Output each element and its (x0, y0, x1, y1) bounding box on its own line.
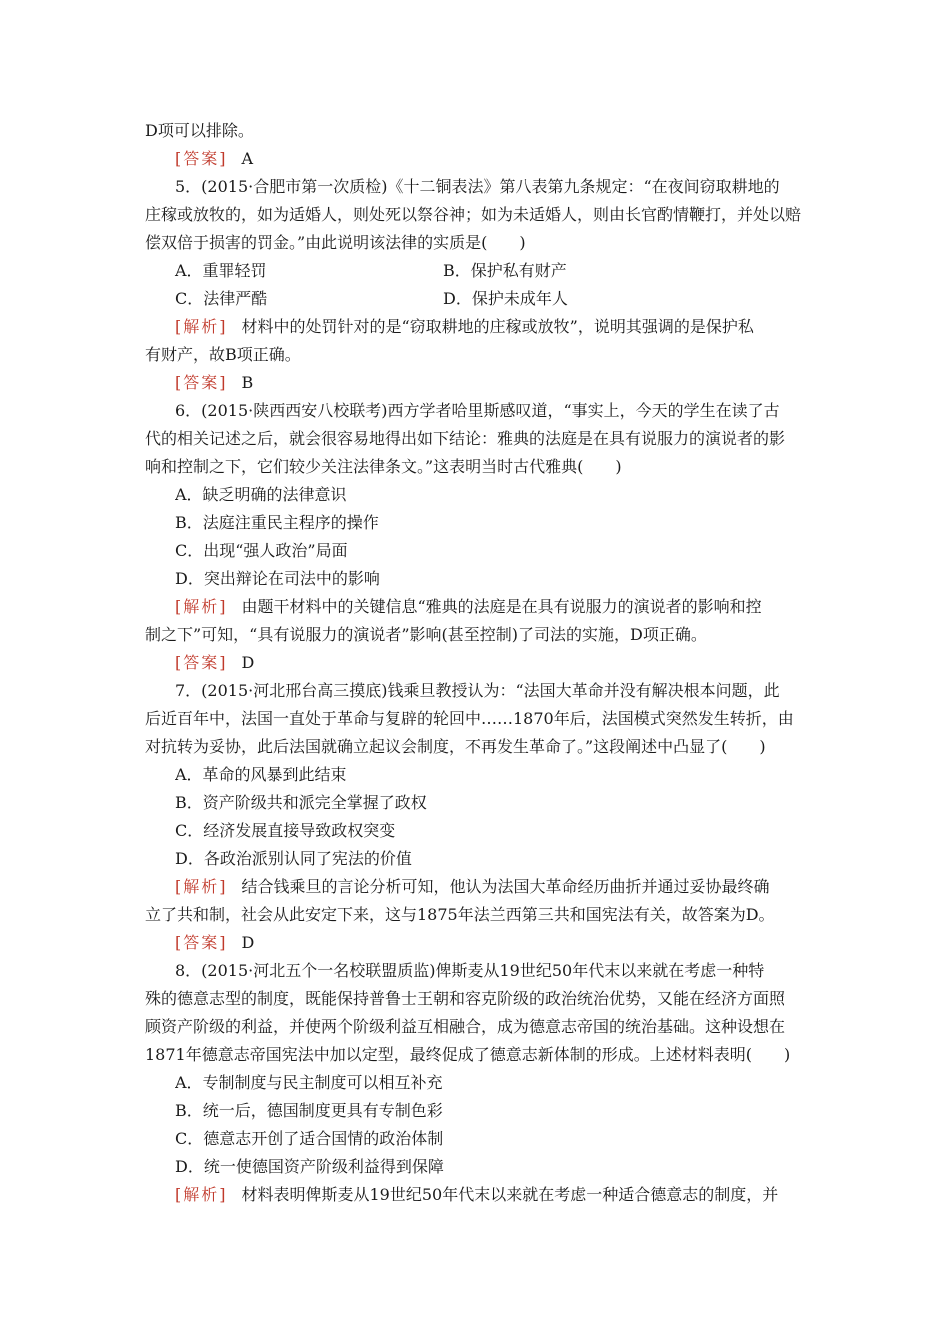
question-6-stem: 6．(2015·陕西西安八校联考)西方学者哈里斯感叹道，“事实上，今天的学生在读了古 (175, 401, 780, 420)
answer-line: [答案] B (175, 373, 254, 392)
option-c: C．法律严酷 (175, 289, 268, 308)
question-7-stem: 后近百年中，法国一直处于革命与复辟的轮回中……1870年后，法国模式突然发生转折，由 (145, 709, 794, 728)
option-c: C．经济发展直接导致政权突变 (175, 821, 396, 840)
question-8-stem: 顾资产阶级的利益，并使两个阶级利益互相融合，成为德意志帝国的统治基础。这种设想在 (145, 1017, 786, 1036)
option-b: B．资产阶级共和派完全掌握了政权 (175, 793, 427, 812)
option-a: A．重罪轻罚 (175, 261, 267, 280)
option-d: D．保护未成年人 (443, 289, 568, 308)
option-a: A．专制制度与民主制度可以相互补充 (175, 1073, 443, 1092)
question-5-stem: 偿双倍于损害的罚金。”由此说明该法律的实质是( ) (145, 233, 526, 252)
option-b: B．保护私有财产 (443, 261, 567, 280)
analysis-tag: [解析] (175, 317, 228, 336)
analysis-line: [解析] 材料中的处罚针对的是“窃取耕地的庄稼或放牧”，说明其强调的是保护私 (175, 317, 754, 336)
question-5-stem: 庄稼或放牧的，如为适婚人，则处死以祭谷神；如为未适婚人，则由长官酌情鞭打，并处以赔 (145, 205, 802, 224)
option-a: A．革命的风暴到此结束 (175, 765, 347, 784)
analysis-tag: [解析] (175, 1185, 228, 1204)
option-b: B．统一后，德国制度更具有专制色彩 (175, 1101, 443, 1120)
option-d: D．各政治派别认同了宪法的价值 (175, 849, 412, 868)
answer-line: [答案] D (175, 653, 255, 672)
option-b: B．法庭注重民主程序的操作 (175, 513, 379, 532)
analysis-line: 制之下”可知，“具有说服力的演说者”影响(甚至控制)了司法的实施，D项正确。 (145, 625, 707, 644)
question-8-stem: 1871年德意志帝国宪法中加以定型，最终促成了德意志新体制的形成。上述材料表明( ) (145, 1045, 791, 1064)
question-7-stem: 7．(2015·河北邢台高三摸底)钱乘旦教授认为：“法国大革命并没有解决根本问题，此 (175, 681, 780, 700)
analysis-line: [解析] 结合钱乘旦的言论分析可知，他认为法国大革命经历曲折并通过妥协最终确 (175, 877, 770, 896)
analysis-line: [解析] 材料表明俾斯麦从19世纪50年代末以来就在考虑一种适合德意志的制度，并 (175, 1185, 779, 1204)
answer-line: [答案] D (175, 933, 255, 952)
option-c: C．德意志开创了适合国情的政治体制 (175, 1129, 444, 1148)
question-6-stem: 响和控制之下，它们较少关注法律条文。”这表明当时古代雅典( ) (145, 457, 622, 476)
question-5-stem: 5．(2015·合肥市第一次质检)《十二铜表法》第八表第九条规定：“在夜间窃取耕地的 (175, 177, 780, 196)
option-d: D．突出辩论在司法中的影响 (175, 569, 380, 588)
option-a: A．缺乏明确的法律意识 (175, 485, 347, 504)
analysis-line: 立了共和制，社会从此安定下来，这与1875年法兰西第三共和国宪法有关，故答案为D。 (145, 905, 775, 924)
answer-tag: [答案] (175, 149, 228, 168)
question-7-stem: 对抗转为妥协，此后法国就确立起议会制度，不再发生革命了。”这段阐述中凸显了( ) (145, 737, 766, 756)
option-c: C．出现“强人政治”局面 (175, 541, 348, 560)
answer-tag: [答案] (175, 933, 228, 952)
text-line: D项可以排除。 (145, 121, 254, 140)
analysis-tag: [解析] (175, 597, 228, 616)
question-8-stem: 殊的德意志型的制度，既能保持普鲁士王朝和容克阶级的政治统治优势，又能在经济方面照 (145, 989, 786, 1008)
question-6-stem: 代的相关记述之后，就会很容易地得出如下结论：雅典的法庭是在具有说服力的演说者的影 (145, 429, 786, 448)
option-d: D．统一使德国资产阶级利益得到保障 (175, 1157, 444, 1176)
answer-tag: [答案] (175, 653, 228, 672)
answer-line: [答案] A (175, 149, 254, 168)
answer-tag: [答案] (175, 373, 228, 392)
analysis-line: [解析] 由题干材料中的关键信息“雅典的法庭是在具有说服力的演说者的影响和控 (175, 597, 762, 616)
question-8-stem: 8．(2015·河北五个一名校联盟质监)俾斯麦从19世纪50年代末以来就在考虑一种特 (175, 961, 765, 980)
analysis-line: 有财产，故B项正确。 (145, 345, 301, 364)
analysis-tag: [解析] (175, 877, 228, 896)
